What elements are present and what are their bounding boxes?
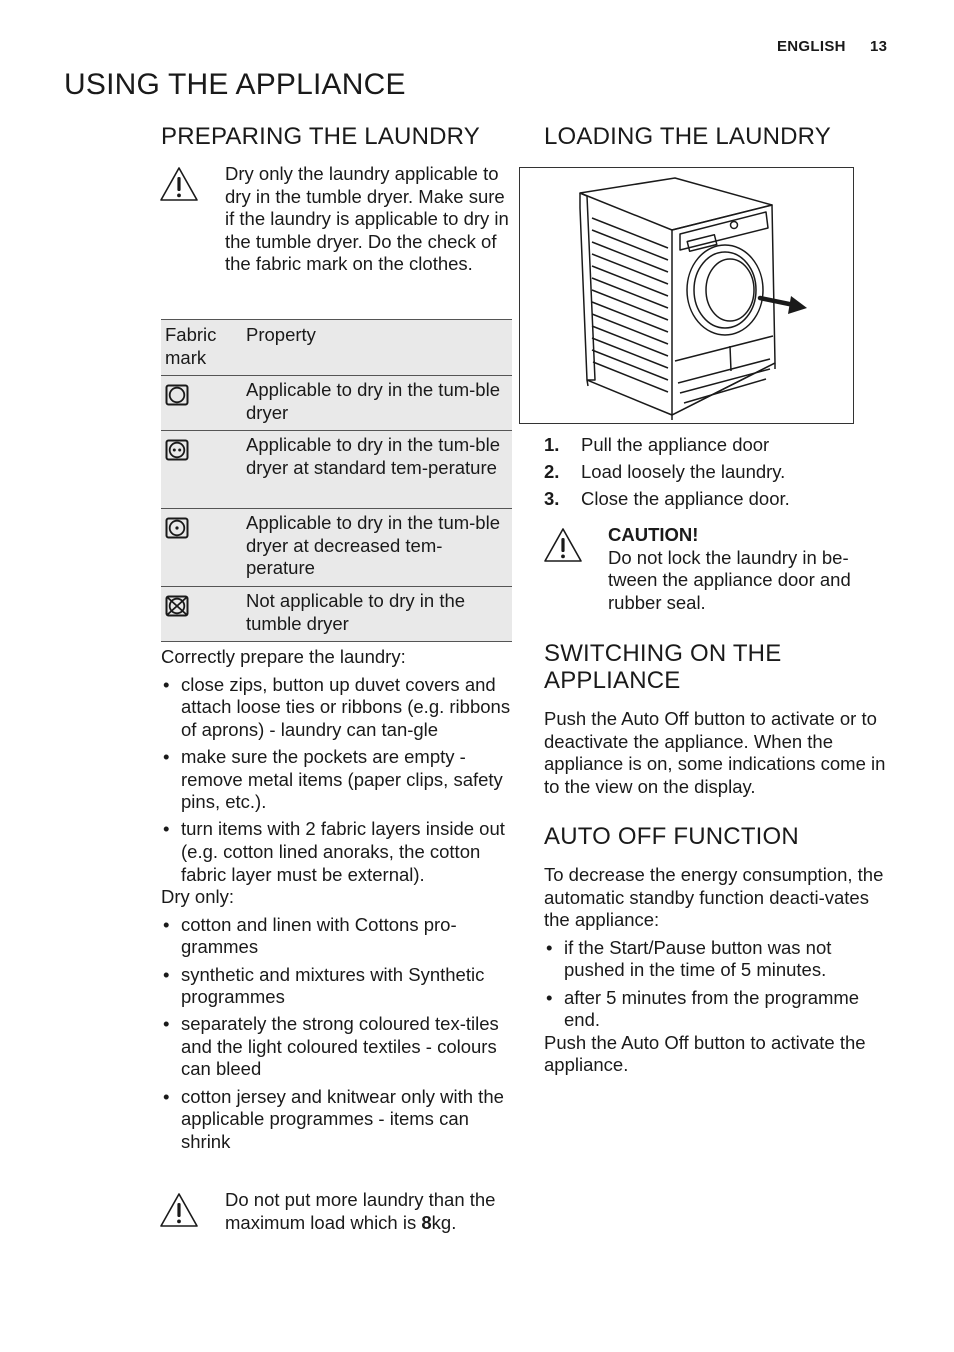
switching-text: Push the Auto Off button to activate or to deactivate the appliance. When the appliance is on, some indications come in to the view on the display. bbox=[544, 708, 886, 797]
table-header-property: Property bbox=[246, 324, 316, 345]
header-language: ENGLISH bbox=[777, 38, 846, 55]
warning-icon bbox=[159, 166, 199, 202]
list-item: • if the Start/Pause button was not pushed in the time of 5 minutes. bbox=[544, 937, 894, 982]
step-number: 3. bbox=[544, 488, 560, 510]
loading-heading: LOADING THE LAUNDRY bbox=[544, 123, 831, 150]
preparing-warning-text: Dry only the laundry applicable to dry in the tumble dryer. Make sure if the laundry is applicable to dry in the tumble dryer. Do the check of the fabric mark on the clothes. bbox=[225, 163, 509, 275]
switching-heading-line2: APPLIANCE bbox=[544, 667, 681, 694]
arrow-icon bbox=[788, 296, 807, 314]
table-cell-property: Applicable to dry in the tum-ble dryer at standard tem-perature bbox=[246, 434, 500, 478]
auto-off-content bbox=[544, 864, 894, 1077]
caution-title: CAUTION! bbox=[608, 524, 699, 545]
loading-steps bbox=[544, 434, 884, 511]
preparing-content bbox=[161, 646, 516, 1158]
table-header-row bbox=[161, 320, 512, 376]
tumble-dryer-image bbox=[520, 168, 853, 423]
prepare-intro: Correctly prepare the laundry: bbox=[161, 646, 406, 667]
prepare-list bbox=[161, 674, 516, 887]
table-header-fabric-mark: Fabric mark bbox=[165, 324, 217, 368]
switching-heading-line1: SWITCHING ON THE bbox=[544, 640, 782, 667]
max-load-value: 8 bbox=[421, 1211, 432, 1233]
warning-icon bbox=[543, 527, 583, 563]
step-text: Load loosely the laundry. bbox=[581, 461, 786, 483]
auto-off-list bbox=[544, 937, 894, 1032]
table-cell-property: Applicable to dry in the tum-ble dryer bbox=[246, 379, 500, 423]
list-item: • separately the strong coloured tex-tiles and the light coloured textiles - colours can bleed bbox=[161, 1013, 516, 1081]
fabric-mark-table bbox=[161, 319, 512, 642]
auto-off-intro: To decrease the energy consumption, the automatic standby function deacti-vates the appliance: bbox=[544, 864, 884, 931]
dry-only-list bbox=[161, 914, 516, 1154]
dry-only-label: Dry only: bbox=[161, 886, 234, 908]
list-item: • synthetic and mixtures with Synthetic programmes bbox=[161, 964, 516, 1009]
dryer-illustration bbox=[519, 167, 854, 424]
switching-heading bbox=[544, 640, 884, 694]
load-warning-after: kg. bbox=[431, 1211, 457, 1233]
page-title: USING THE APPLIANCE bbox=[64, 68, 406, 101]
preparing-heading: PREPARING THE LAUNDRY bbox=[161, 123, 480, 150]
tumble-dry-icon bbox=[165, 384, 189, 406]
step-number: 1. bbox=[544, 434, 560, 455]
step-text: Pull the appliance door bbox=[581, 434, 770, 455]
page-number: 13 bbox=[870, 38, 888, 55]
list-item: • make sure the pockets are empty - remove metal items (paper clips, safety pins, etc.). bbox=[161, 746, 516, 814]
list-item bbox=[544, 461, 884, 484]
table-cell-property: Applicable to dry in the tum-ble dryer at decreased tem-perature bbox=[246, 512, 500, 579]
list-item: • cotton and linen with Cottons pro-grammes bbox=[161, 914, 516, 959]
list-item: • after 5 minutes from the programme end. bbox=[544, 987, 894, 1032]
list-item: • turn items with 2 fabric layers inside out (e.g. cotton lined anoraks, the cotton fabric layer must be external). bbox=[161, 818, 516, 886]
tumble-dry-low-temp-icon bbox=[165, 517, 189, 539]
table-row bbox=[161, 509, 512, 587]
table-row bbox=[161, 431, 512, 509]
step-number: 2. bbox=[544, 461, 560, 483]
tumble-dry-normal-temp-icon bbox=[165, 439, 189, 461]
list-item bbox=[544, 434, 884, 457]
do-not-tumble-dry-icon bbox=[165, 595, 189, 617]
caution-block bbox=[608, 524, 888, 614]
step-text: Close the appliance door. bbox=[581, 488, 790, 510]
load-warning-before: Do not put more laundry than the maximum load which is bbox=[225, 1189, 496, 1233]
list-item: • cotton jersey and knitwear only with the applicable programmes - items can shrink bbox=[161, 1086, 516, 1154]
list-item: • close zips, button up duvet covers and attach loose ties or ribbons (e.g. ribbons of aprons) - laundry can tan-gle bbox=[161, 674, 516, 742]
table-row bbox=[161, 376, 512, 431]
loading-steps-block bbox=[544, 434, 884, 516]
table-row bbox=[161, 587, 512, 642]
auto-off-outro: Push the Auto Off button to activate the appliance. bbox=[544, 1031, 866, 1076]
auto-off-heading: AUTO OFF FUNCTION bbox=[544, 823, 799, 850]
list-item bbox=[544, 488, 884, 511]
load-warning-text bbox=[225, 1189, 515, 1234]
table-cell-property: Not applicable to dry in the tumble dryer bbox=[246, 590, 466, 634]
warning-icon bbox=[159, 1192, 199, 1228]
caution-text: Do not lock the laundry in be-tween the appliance door and rubber seal. bbox=[608, 546, 851, 613]
